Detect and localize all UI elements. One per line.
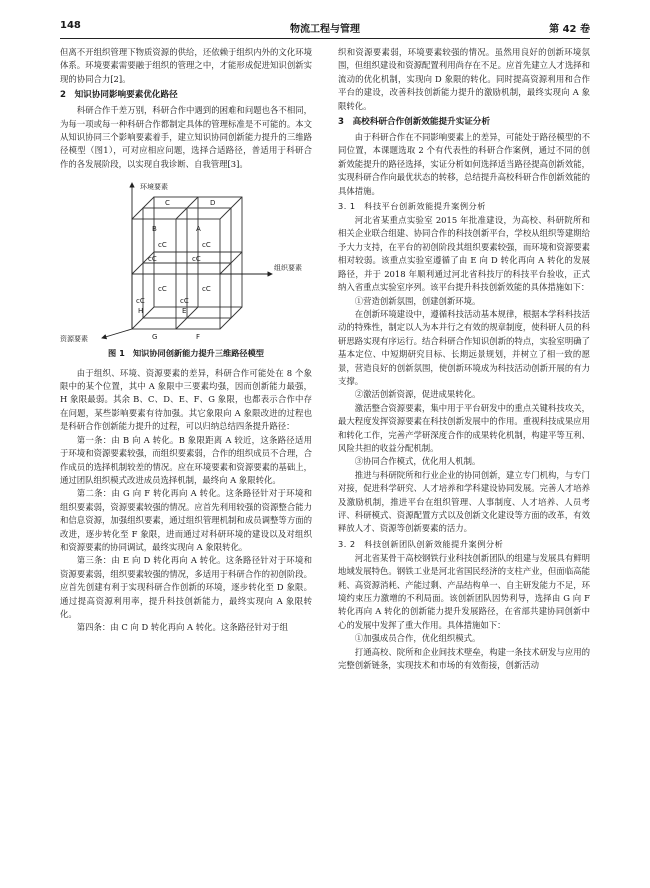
paragraph: ①加强成员合作，优化组织模式。 — [354, 633, 481, 644]
paragraph: 第三条：由 E 向 D 转化再向 A 转化。这条路径针对于环境和资源要素弱，组织要素较强的情况，多适用于科研合作的初创阶段。应首先创建有利于实现科研合作创新的环境，逐步转化至 D 象限。通过提高资源利用率，提升科技创新能力，最终实现向 A 象限转化。 — [60, 555, 312, 619]
section-heading: 3 高校科研合作创新效能提升实证分析 — [338, 117, 491, 128]
paragraph: 科研合作千差万别，科研合作中遇到的困难和问题也各不相同，为每一项或每一种科研合作都制定具体的管理标准是不可能的。本文从知识协同三个影响要素着手，建立知识协同创新能力提升的三维路径模型（图1），可对应相应问题，选择合适路径，普适用于科研合作的各发展阶段，以实现自我诊断、自我管理[3]。 — [60, 105, 312, 169]
quadrant-label-c: C — [165, 199, 170, 208]
paragraph: 由于科研合作在不同影响要素上的差异，可能处于路径模型的不同位置，本课题选取 2 个有代表性的科研合作案例，通过不同的创新效能提升的路径选择，实证分析如何选择适当路径提高创新效能，实现科研合作向最优状态的转移，总结提升高校科研合作创新效能的具体措施。 — [338, 132, 590, 196]
left-column — [60, 46, 312, 635]
quadrant-label-d: D — [210, 199, 216, 208]
paragraph: 激活整合资源要素，集中用于平台研发中的重点关键科技攻关，最大程度发挥资源要素在科技创新发展中的作用。重视科技成果应用和转化工作，完善产学研深度合作的成果转化机制，构建平等互利、风险共担的收益分配机制。 — [338, 402, 590, 453]
quadrant-label-f: F — [196, 333, 201, 342]
paragraph: 河北省某骨干高校钢铁行业科技创新团队的组建与发展具有鲜明地域发展特色。钢铁工业是河北省国民经济的支柱产业，但面临高能耗、高资源消耗、产能过剩、产品结构单一、自主研发能力不足，环境约束压力激增的不利局面。该创新团队因势利导，选择由 G 向 F 转化再向 A 转化的创新能力提升发展路径，在省部共建协同创新中心的发展中发挥了重大作用。具体措施如下： — [338, 552, 590, 630]
paragraph: 由于组织、环境、资源要素的差异，科研合作可能处在 8 个象限中的某个位置，其中 A 象限中三要素均强，因而创新能力最强，H 象限最弱。其余 B、C、D、E、F、G 象限，也都表示合作中存在问题，某些影响要素有待加强。其它象限向 A 象限改进的过程也是科研合作创新能力提升的过程，可以归纳总结四条提升路径： — [60, 367, 312, 432]
right-column — [338, 46, 590, 672]
quadrant-label-cc: cC — [180, 297, 189, 306]
paragraph: 织和资源要素弱，环境要素较强的情况。虽然用良好的创新环境氛围，但组织建设和资源配置利用尚存在不足。应首先建立人才选择和流动的优化机制，实现向 D 象限的转化。同时提高资源利用和合作平台的建设，改善科技创新能力提升的激励机制，最终实现向 A 象限转化。 — [338, 47, 590, 111]
quadrant-label-cc: cC — [158, 285, 167, 294]
paragraph: ②激活创新资源，促进成果转化。 — [354, 389, 481, 400]
paragraph: ①营造创新氛围，创建创新环境。 — [354, 295, 481, 306]
subsection-heading: 3. 2 科技创新团队创新效能提升案例分析 — [338, 538, 504, 549]
paragraph: 但离不开组织管理下物质资源的供给，还依赖于组织内外的文化环境体系。环境要素需要融于组织的管理之中，才能形成促进知识创新实现的协同合力[2]。 — [60, 47, 312, 84]
quadrant-label-h: H — [138, 307, 144, 316]
axis-label-organization: 组织要素 — [274, 264, 302, 273]
quadrant-label-cc: cC — [136, 297, 145, 306]
section-heading: 2 知识协同影响要素优化路径 — [60, 90, 178, 101]
figure-caption: 图 1 知识协同创新能力提升三维路径模型 — [108, 348, 264, 359]
page-number: 148 — [60, 20, 81, 31]
cube-diagram — [60, 175, 312, 343]
paragraph: 河北省某重点实验室 2015 年批准建设，为高校、科研院所和相关企业联合组建、协同合作的科技创新平台，学校从组织等建期给予大力支持，在平台的初创阶段其组织要素较强，而环境和资源要素相对较弱。该重点实验室遵循了由 E 向 D 转化再向 A 转化的发展路径，并于 2018 年顺利通过河北省科技厅的科技平台验收，正式纳入省重点实验室序列。该平台提升科技创新效能的具体措施如下： — [338, 215, 590, 293]
paragraph: 打通高校、院所和企业间技术壁垒，构建一条技术研发与应用的完整创新链条，实现技术和市场的有效衔接，创新活动 — [338, 646, 590, 671]
quadrant-label-cc: cC — [158, 241, 167, 250]
quadrant-label-e: E — [182, 307, 187, 316]
paragraph: 在创新环境建设中，遵循科技活动基本规律，根据本学科科技活动的特殊性，制定以人为本并行之有效的规章制度，使科研人员的科研思路实现有序运行。结合科研合作知识创新的特点，实验室明确了基本定位、中短期研究目标、长期远景规划，并树立了相一致的愿景，营造良好的创新氛围，使创新环境成为科技活动创新开展的有力支撑。 — [338, 308, 590, 386]
axis-label-resource: 资源要素 — [60, 335, 88, 344]
paragraph: ③协同合作模式，优化用人机制。 — [354, 456, 481, 467]
quadrant-label-cc: cC — [148, 255, 157, 264]
paragraph: 第二条：由 G 向 F 转化再向 A 转化。这条路径针对于环境和组织要素弱，资源要素较强的情况。应首先利用较强的资源整合能力和信息资源，加强组织要素，通过组织管理机制和成员调整等方面的改进，逐步转化至 F 象限，进而通过对科研环境的建设以及对组织和资源要素的协同调试，最终实现向 A 象限转化。 — [60, 488, 312, 552]
journal-name: 物流工程与管理 — [290, 24, 360, 35]
volume-number: 第 42 卷 — [549, 24, 590, 35]
quadrant-label-cc: cC — [192, 255, 201, 264]
quadrant-label-b: B — [152, 225, 157, 234]
figure-3d-model — [60, 175, 312, 343]
header-rule — [60, 38, 590, 39]
quadrant-label-a: A — [196, 225, 201, 234]
paragraph: 第一条：由 B 向 A 转化。B 象限距离 A 较近，这条路径适用于环境和资源要素较强，而组织要素弱，合作的组织成员不合理，合作成员的选择机制较差的情况。应在环境要素和资源要素的基础上，通过团队组织模式改进成员选择机制，最终向 A 象限转化。 — [60, 434, 312, 485]
running-header — [60, 20, 590, 34]
quadrant-label-g: G — [152, 333, 158, 342]
subsection-heading: 3. 1 科技平台创新效能提升案例分析 — [338, 201, 486, 212]
paragraph: 推进与科研院所和行业企业的协同创新，建立专门机构，与专门对接，促进科学研究、人才培养和学科建设协同发展。完善人才培养及激励机制，推进平台在组织管理、人事制度、人才培养、人员考评、科研模式、资源配置方式以及创新文化建设等方面的改革，有效释放人才、资源等创新要素的活力。 — [338, 469, 590, 534]
axis-label-environment: 环境要素 — [140, 183, 168, 192]
quadrant-label-cc: cC — [202, 285, 211, 294]
paragraph: 第四条：由 C 向 D 转化再向 A 转化。这条路径针对于组 — [76, 622, 288, 633]
quadrant-label-cc: cC — [202, 241, 211, 250]
